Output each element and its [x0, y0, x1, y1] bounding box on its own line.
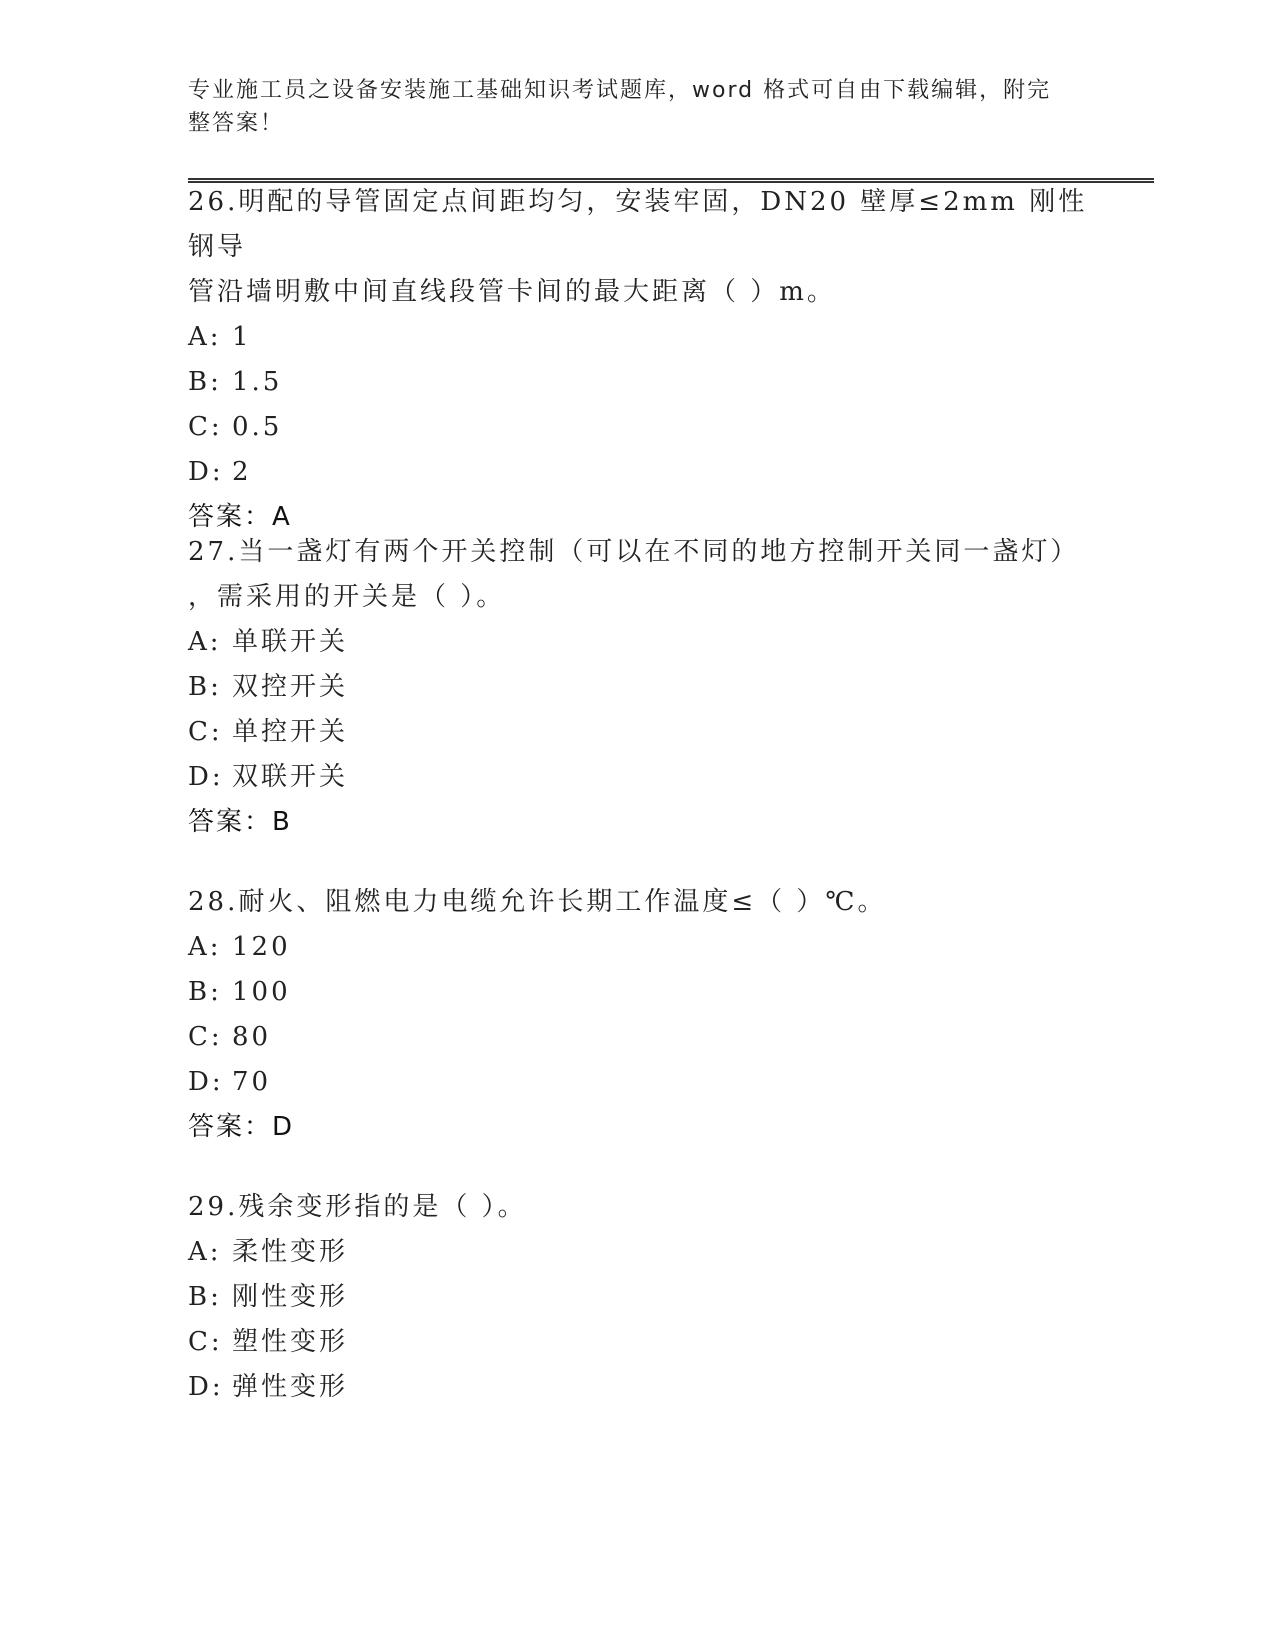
question-26 [188, 180, 1088, 540]
question-text-line: 27.当一盏灯有两个开关控制（可以在不同的地方控制开关同一盏灯） [188, 537, 1080, 567]
option-text: 0.5 [232, 412, 283, 442]
option-text: 单联开关 [232, 627, 349, 657]
option-b [188, 1275, 1088, 1320]
option-letter: B: [188, 1282, 222, 1312]
option-text: 双控开关 [232, 672, 349, 702]
option-letter: A: [188, 932, 222, 962]
option-letter: C: [188, 412, 223, 442]
option-text: 单控开关 [232, 717, 349, 747]
header-line-2: 整答案！ [188, 111, 285, 136]
option-c [188, 710, 1088, 755]
question-text-line: 28.耐火、阻燃电力电缆允许长期工作温度≤（ ）℃。 [188, 887, 887, 917]
option-letter: B: [188, 367, 222, 397]
option-text: 80 [232, 1022, 272, 1052]
question-text-line: ，需采用的开关是（ ）。 [188, 582, 506, 612]
option-text: 70 [232, 1067, 272, 1097]
option-text: 1 [232, 322, 252, 352]
option-b [188, 665, 1088, 710]
option-text: 1.5 [232, 367, 283, 397]
option-c [188, 1015, 1088, 1060]
option-d [188, 1365, 1088, 1410]
option-letter: C: [188, 717, 223, 747]
option-text: 2 [232, 457, 252, 487]
option-text: 120 [232, 932, 291, 962]
option-c [188, 1320, 1088, 1365]
question-text-line: 29.残余变形指的是（ ）。 [188, 1192, 527, 1222]
option-text: 100 [232, 977, 291, 1007]
question-27 [188, 530, 1088, 845]
option-letter: C: [188, 1022, 223, 1052]
option-a [188, 1230, 1088, 1275]
option-letter: D: [188, 1372, 224, 1402]
option-b [188, 360, 1088, 405]
question-text-line: 管沿墙明敷中间直线段管卡间的最大距离（ ）m。 [188, 277, 836, 307]
option-text: 双联开关 [232, 762, 349, 792]
option-letter: A: [188, 322, 222, 352]
document-header [188, 74, 1088, 140]
question-28 [188, 880, 1088, 1150]
question-text-line: 26.明配的导管固定点间距均匀，安装牢固，DN20 壁厚≤2mm 刚性钢导 [188, 187, 1088, 262]
option-letter: B: [188, 977, 222, 1007]
option-d [188, 1060, 1088, 1105]
option-d [188, 450, 1088, 495]
answer-line: 答案：D [188, 1112, 295, 1142]
option-b [188, 970, 1088, 1015]
option-text: 刚性变形 [232, 1282, 349, 1312]
option-text: 弹性变形 [232, 1372, 349, 1402]
option-c [188, 405, 1088, 450]
option-letter: A: [188, 1237, 222, 1267]
option-a [188, 620, 1088, 665]
option-letter: D: [188, 1067, 224, 1097]
option-a [188, 925, 1088, 970]
option-text: 塑性变形 [232, 1327, 349, 1357]
question-29 [188, 1185, 1088, 1410]
option-text: 柔性变形 [232, 1237, 349, 1267]
option-letter: B: [188, 672, 222, 702]
header-line-1: 专业施工员之设备安装施工基础知识考试题库，word 格式可自由下载编辑，附完 [188, 78, 1052, 103]
option-a [188, 315, 1088, 360]
answer-line: 答案：A [188, 502, 292, 532]
answer-line: 答案：B [188, 807, 292, 837]
option-letter: D: [188, 457, 224, 487]
option-letter: D: [188, 762, 224, 792]
option-letter: A: [188, 627, 222, 657]
option-letter: C: [188, 1327, 223, 1357]
option-d [188, 755, 1088, 800]
